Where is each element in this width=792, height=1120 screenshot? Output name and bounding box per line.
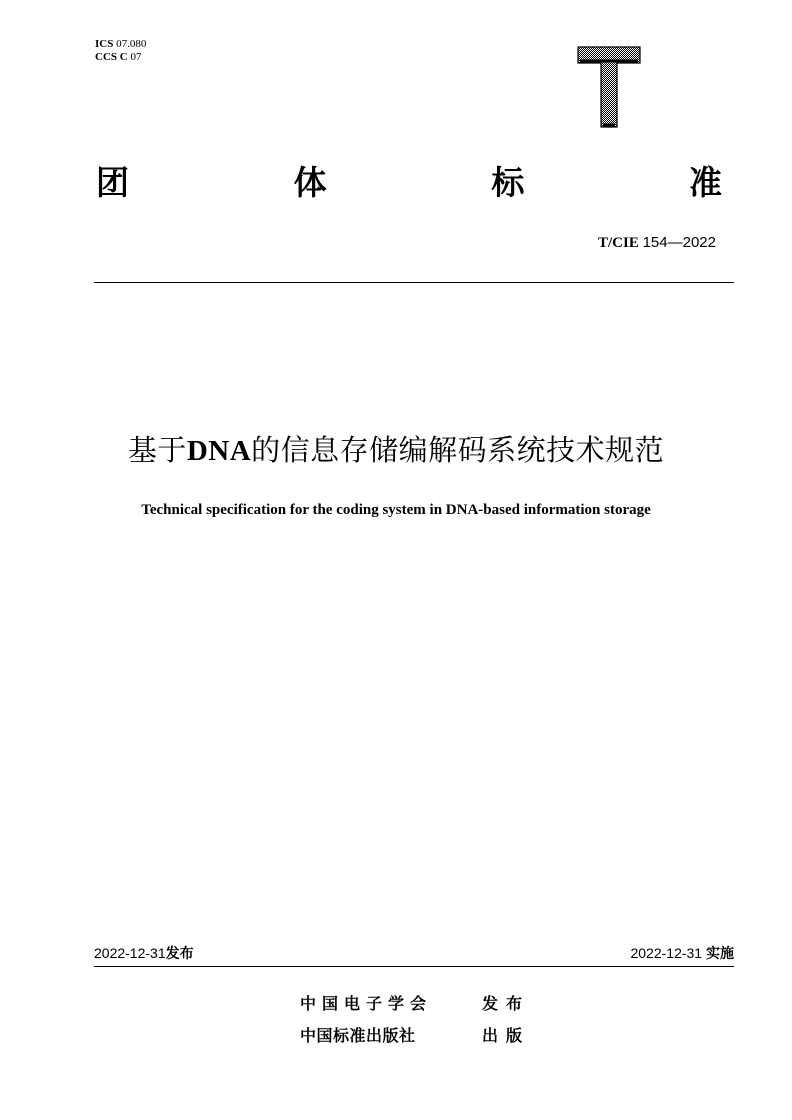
header-divider — [94, 282, 734, 283]
ccs-code — [95, 51, 146, 64]
title-cn-part: 基于 — [127, 433, 187, 467]
standard-code — [598, 234, 716, 252]
publisher-issuer-name: 中国电子学会 — [300, 994, 433, 1013]
implement-date — [630, 943, 734, 963]
classification-codes — [95, 38, 146, 64]
category-char: 团 — [96, 162, 129, 202]
category-title — [96, 158, 722, 202]
standard-t-logo — [577, 46, 641, 128]
implement-date-value: 2022-12-31 — [630, 945, 703, 961]
ccs-label: CCS C — [95, 51, 128, 63]
title-cn-latin: DNA — [186, 435, 252, 467]
publisher-press — [300, 1023, 530, 1046]
publisher-issuer — [300, 991, 530, 1014]
footer-divider — [94, 966, 734, 967]
category-char: 标 — [491, 162, 525, 202]
ics-label: ICS — [95, 38, 114, 50]
ccs-number: 07 — [130, 51, 142, 63]
category-char: 准 — [688, 162, 722, 202]
implement-date-label: 实施 — [706, 946, 734, 962]
title-cn-part: 的信息存储编解码系统技术规范 — [251, 433, 665, 467]
publisher-issuer-role: 发布 — [482, 994, 531, 1013]
publisher-press-name: 中国标准出版社 — [300, 1026, 416, 1045]
ics-number: 07.080 — [116, 38, 147, 50]
publish-date-value: 2022-12-31 — [94, 945, 166, 961]
ics-code — [95, 38, 146, 51]
standard-code-number: 154—2022 — [642, 234, 716, 251]
standard-code-prefix: T/CIE — [597, 235, 639, 251]
publisher-press-role: 出版 — [482, 1026, 531, 1045]
title-english: Technical specification for the coding system in DNA-based information storage — [141, 502, 651, 518]
publish-date-label: 发布 — [165, 946, 194, 962]
title-chinese — [0, 428, 792, 469]
publish-date — [94, 943, 194, 963]
category-char: 体 — [293, 162, 327, 202]
